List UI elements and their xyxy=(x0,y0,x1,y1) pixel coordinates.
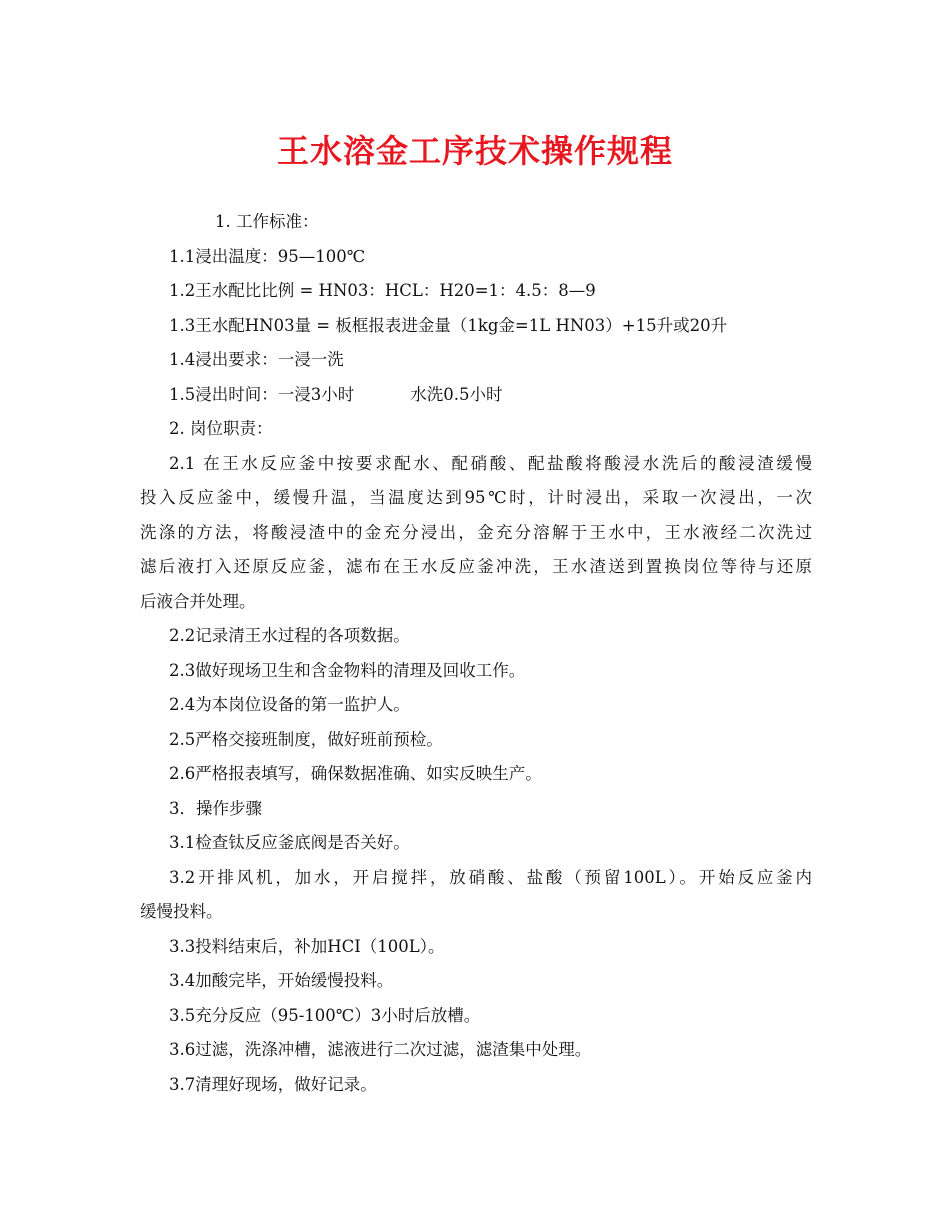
clause-1-5-part-b: 水洗0.5小时 xyxy=(410,384,503,404)
step-3-2-line-2: 缓慢投料。 xyxy=(140,902,223,921)
clause-2-2: 2.2记录清王水过程的各项数据。 xyxy=(169,626,410,645)
document-body xyxy=(140,205,812,1102)
clause-1-1: 1.1浸出温度：95—100℃ xyxy=(169,246,366,266)
step-3-7: 3.7清理好现场，做好记录。 xyxy=(169,1074,377,1094)
clause-2-5: 2.5严格交接班制度，做好班前预检。 xyxy=(169,729,443,749)
clause-1-2: 1.2王水配比比例 = HN03：HCL：H20=1：4.5：8—9 xyxy=(169,281,596,300)
clause-2-3: 2.3做好现场卫生和含金物料的清理及回收工作。 xyxy=(169,660,526,680)
clause-2-1-line-3: 洗涤的方法，将酸浸渣中的金充分浸出，金充分溶解于王水中，王水液经二次洗过 xyxy=(140,522,812,542)
section-heading-2: 2. 岗位职责： xyxy=(169,419,273,438)
clause-2-1-line-2: 投入反应釜中，缓慢升温，当温度达到95℃时，计时浸出，采取一次浸出，一次 xyxy=(140,488,812,507)
step-3-2-line-1: 3.2开排风机，加水，开启搅拌，放硝酸、盐酸（预留100L）。开始反应釜内 xyxy=(169,867,812,887)
clause-2-1-line-1: 2.1 在王水反应釜中按要求配水、配硝酸、配盐酸将酸浸水洗后的酸浸渣缓慢 xyxy=(169,453,812,473)
section-heading-1: 1. 工作标准： xyxy=(215,212,319,231)
clause-1-5-part-a: 1.5浸出时间：一浸3小时 xyxy=(169,384,355,404)
step-3-4: 3.4加酸完毕，开始缓慢投料。 xyxy=(169,971,394,990)
clause-2-1-line-5: 后液合并处理。 xyxy=(140,591,256,611)
clause-1-3: 1.3王水配HN03量 = 板框报表进金量（1kg金=1L HN03）+15升或20升 xyxy=(169,315,728,335)
step-3-6: 3.6过滤，洗涤冲槽，滤液进行二次过滤，滤渣集中处理。 xyxy=(169,1040,592,1059)
step-3-1: 3.1检查钛反应釜底阀是否关好。 xyxy=(169,833,410,852)
step-3-5: 3.5充分反应（95-100℃）3小时后放槽。 xyxy=(169,1005,481,1025)
clause-1-5 xyxy=(140,378,812,413)
step-3-3: 3.3投料结束后，补加HCI（100L）。 xyxy=(169,936,445,956)
clause-2-1-line-4: 滤后液打入还原反应釜，滤布在王水反应釜冲洗，王水渣送到置换岗位等待与还原 xyxy=(140,557,812,576)
clause-2-4: 2.4为本岗位设备的第一监护人。 xyxy=(169,695,410,714)
clause-1-4: 1.4浸出要求：一浸一洗 xyxy=(169,350,344,369)
clause-2-6: 2.6严格报表填写，确保数据准确、如实反映生产。 xyxy=(169,764,542,783)
section-heading-3: 3．操作步骤 xyxy=(169,798,262,818)
document-title: 王水溶金工序技术操作规程 xyxy=(276,132,673,170)
